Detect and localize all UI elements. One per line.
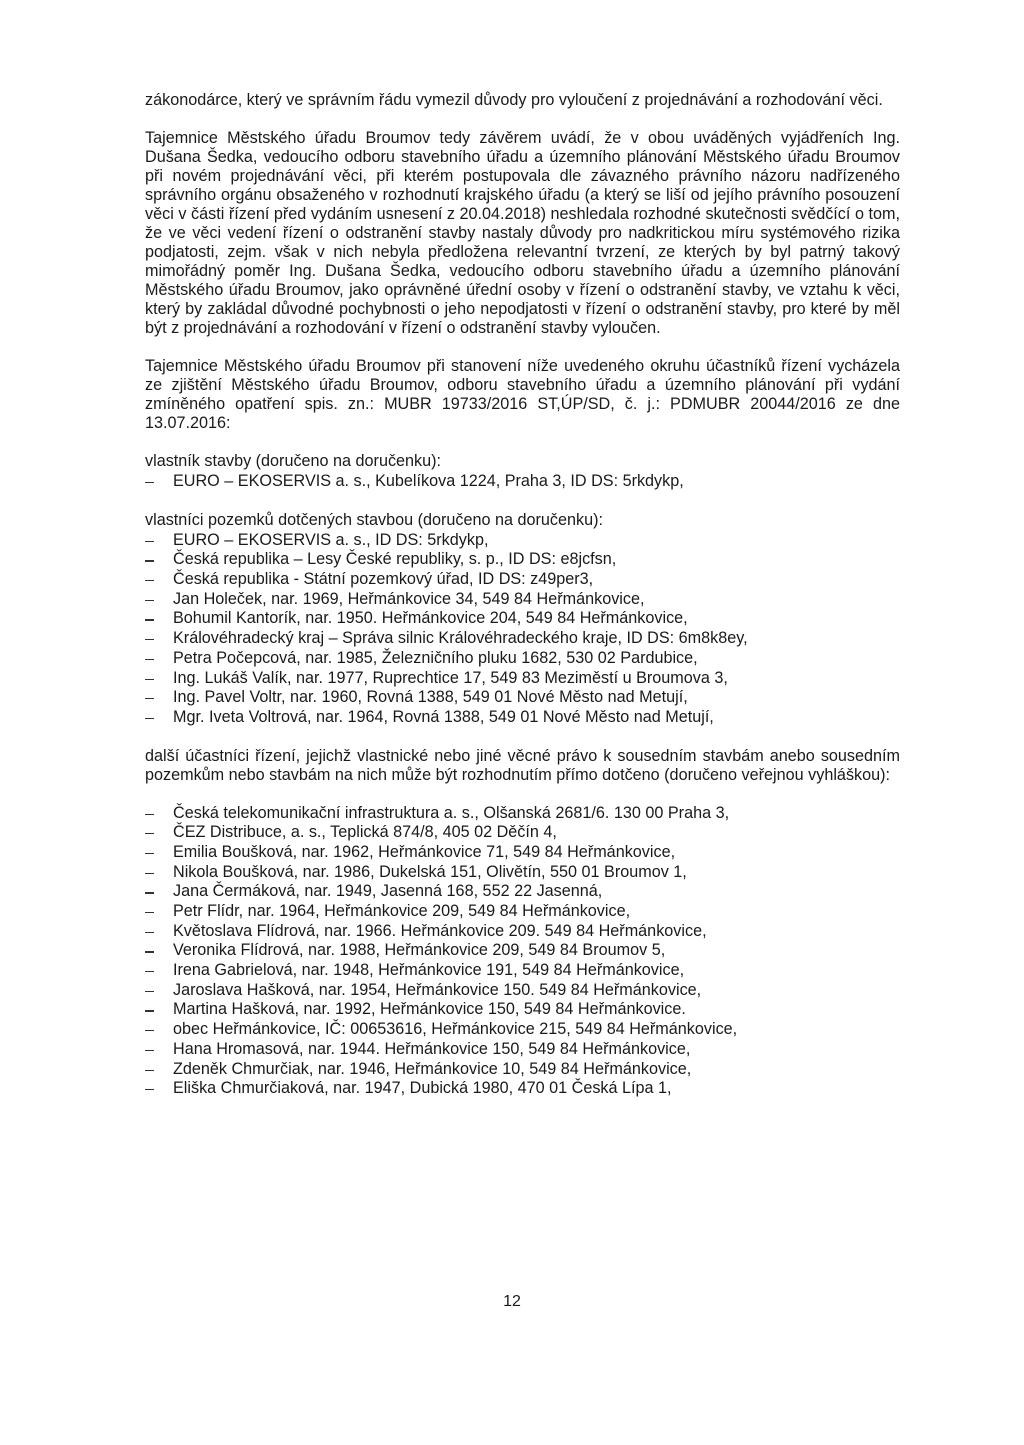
other-parties-section (145, 747, 900, 1099)
list-item (145, 531, 900, 551)
list-item (145, 1020, 900, 1040)
list-item (145, 902, 900, 922)
list-item (145, 609, 900, 629)
list-item (145, 823, 900, 843)
list-item (145, 550, 900, 570)
owner-section (145, 452, 900, 492)
list-item-text: Veronika Flídrová, nar. 1988, Heřmánkovice 209, 549 84 Broumov 5, (173, 941, 666, 960)
list-item-text: Zdeněk Chmurčiak, nar. 1946, Heřmánkovice 10, 549 84 Heřmánkovice, (173, 1059, 692, 1078)
list-item (145, 941, 900, 961)
list-item-text: Martina Hašková, nar. 1992, Heřmánkovice 150, 549 84 Heřmánkovice. (173, 1000, 686, 1019)
list-item (145, 843, 900, 863)
list-item (145, 1060, 900, 1080)
list-item-text: Mgr. Iveta Voltrová, nar. 1964, Rovná 1388, 549 01 Nové Město nad Metují, (173, 707, 714, 726)
other-parties-heading: další účastníci řízení, jejichž vlastnické nebo jiné věcné právo k sousedním stavbám anebo sousedním pozemkům nebo stavbám na nich může být rozhodnutím přímo dotčeno (doručeno veřejnou vyhláškou): (145, 746, 900, 784)
list-item-text: Královéhradecký kraj – Správa silnic Královéhradeckého kraje, ID DS: 6m8k8ey, (173, 629, 748, 648)
list-item-text: Jan Holeček, nar. 1969, Heřmánkovice 34, 549 84 Heřmánkovice, (173, 589, 645, 608)
paragraph-conclusion: Tajemnice Městského úřadu Broumov tedy závěrem uvádí, že v obou uváděných vyjádřeních Ing. Dušana Šedka, vedoucího odboru stavebního úřadu a územního plánování Městského úřadu Broumov při novém projednávání věci, při kterém postupovala dle závazného právního názoru nadřízeného správního orgánu obsaženého v rozhodnutí krajského úřadu (a který se liší od jejího právního posouzení věci v části řízení před vydáním usnesení z 20.04.2018) neshledala rozhodné skutečnosti svědčící o tom, že ve věci vedení řízení o odstranění stavby nastaly důvody pro nadkritickou míru systémového rizika podjatosti, zejm. však v nich nebyla předložena relevantní tvrzení, ze kterých by byl patrný takový mimořádný poměr Ing. Dušana Šedka, vedoucího odboru stavebního úřadu a územního plánování Městského úřadu Broumov, jako oprávněné úřední osoby v řízení o odstranění stavby, ve vztahu k věci, který by zakládal důvodné pochybnosti o jeho nepodjatosti v řízení o odstranění stavby, pro které by měl být z projednávání a rozhodování v řízení o odstranění stavby vyloučen. (145, 129, 900, 337)
list-item-text: ČEZ Distribuce, a. s., Teplická 874/8, 405 02 Děčín 4, (173, 823, 557, 842)
list-item-text: Česká republika - Státní pozemkový úřad, ID DS: z49per3, (173, 570, 594, 589)
list-item (145, 1040, 900, 1060)
land-owners-heading: vlastníci pozemků dotčených stavbou (doručeno na doručenku): (145, 510, 604, 529)
list-item-text: Bohumil Kantorík, nar. 1950. Heřmánkovice 204, 549 84 Heřmánkovice, (173, 609, 688, 628)
list-item (145, 472, 900, 492)
land-owners-list (145, 531, 900, 728)
paragraph-intro: zákonodárce, který ve správním řádu vymezil důvody pro vyloučení z projednávání a rozhodování věci. (145, 91, 883, 109)
list-item-text: EURO – EKOSERVIS a. s., ID DS: 5rkdykp, (173, 530, 489, 549)
list-item-text: EURO – EKOSERVIS a. s., Kubelíkova 1224, Praha 3, ID DS: 5rkdykp, (173, 472, 684, 490)
list-item (145, 1000, 900, 1020)
list-item-text: Petra Počepcová, nar. 1985, Železničního pluku 1682, 530 02 Pardubice, (173, 648, 698, 667)
list-item-text: obec Heřmánkovice, IČ: 00653616, Heřmánkovice 215, 549 84 Heřmánkovice, (173, 1020, 738, 1039)
paragraph-participants-basis: Tajemnice Městského úřadu Broumov při stanovení níže uvedeného okruhu účastníků řízení vycházela ze zjištění Městského úřadu Broumov, odboru stavebního úřadu a územního plánování při vydání zmíněného opatření spis. zn.: MUBR 19733/2016 ST,ÚP/SD, č. j.: PDMUBR 20044/2016 ze dne 13.07.2016: (145, 357, 900, 432)
list-item-text: Hana Hromasová, nar. 1944. Heřmánkovice 150, 549 84 Heřmánkovice, (173, 1039, 691, 1058)
land-owners-section (145, 511, 900, 728)
list-item (145, 863, 900, 883)
list-item-text: Nikola Boušková, nar. 1986, Dukelská 151, Olivětín, 550 01 Broumov 1, (173, 862, 687, 881)
list-item (145, 961, 900, 981)
list-item (145, 804, 900, 824)
list-item-text: Eliška Chmurčiaková, nar. 1947, Dubická 1980, 470 01 Česká Lípa 1, (173, 1079, 672, 1098)
list-item-text: Ing. Lukáš Valík, nar. 1977, Ruprechtice 17, 549 83 Meziměstí u Broumova 3, (173, 668, 728, 687)
list-item (145, 882, 900, 902)
list-item (145, 922, 900, 942)
list-item (145, 669, 900, 689)
list-item-text: Emilia Boušková, nar. 1962, Heřmánkovice 71, 549 84 Heřmánkovice, (173, 842, 676, 861)
list-item (145, 590, 900, 610)
other-parties-list (145, 804, 900, 1099)
list-item-text: Česká telekomunikační infrastruktura a. s., Olšanská 2681/6. 130 00 Praha 3, (173, 803, 730, 822)
list-item (145, 629, 900, 649)
owner-section-heading: vlastník stavby (doručeno na doručenku): (145, 452, 442, 470)
list-item (145, 649, 900, 669)
document-page (145, 91, 900, 1118)
owner-list (145, 472, 900, 492)
list-item (145, 570, 900, 590)
list-item-text: Jaroslava Hašková, nar. 1954, Heřmánkovice 150. 549 84 Heřmánkovice, (173, 980, 702, 999)
list-item-text: Ing. Pavel Voltr, nar. 1960, Rovná 1388, 549 01 Nové Město nad Metují, (173, 688, 688, 707)
page-number: 12 (503, 1293, 521, 1310)
list-item (145, 688, 900, 708)
list-item (145, 1079, 900, 1099)
list-item-text: Česká republika – Lesy České republiky, s. p., ID DS: e8jcfsn, (173, 550, 617, 569)
list-item (145, 981, 900, 1001)
list-item-text: Květoslava Flídrová, nar. 1966. Heřmánkovice 209. 549 84 Heřmánkovice, (173, 921, 707, 940)
list-item-text: Jana Čermáková, nar. 1949, Jasenná 168, 552 22 Jasenná, (173, 882, 603, 901)
list-item (145, 708, 900, 728)
list-item-text: Petr Flídr, nar. 1964, Heřmánkovice 209, 549 84 Heřmánkovice, (173, 902, 631, 920)
list-item-text: Irena Gabrielová, nar. 1948, Heřmánkovice 191, 549 84 Heřmánkovice, (173, 961, 685, 980)
